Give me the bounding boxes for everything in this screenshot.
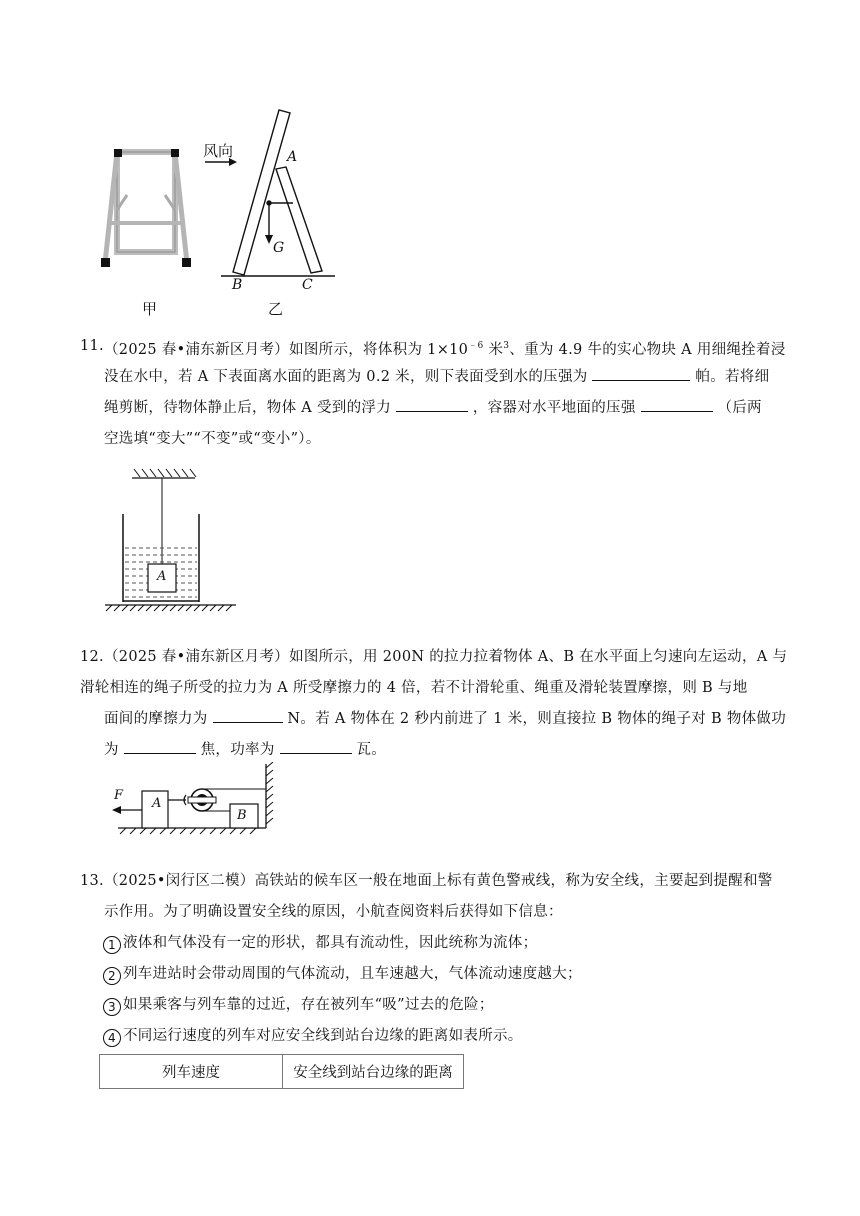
text: 列车进站时会带动周围的气体流动，且车速越大，气体流动速度越大； bbox=[123, 966, 582, 982]
table-header-row bbox=[100, 1055, 464, 1089]
wind-label: 风向 bbox=[203, 142, 234, 160]
info-item bbox=[103, 928, 537, 959]
table-header-distance: 安全线到站台边缘的距离 bbox=[283, 1055, 464, 1089]
text: 帕。若将细 bbox=[690, 369, 770, 385]
block-a-label: A bbox=[157, 569, 167, 584]
point-c-label: C bbox=[302, 277, 313, 293]
question-12-line-3 bbox=[104, 704, 786, 735]
text: ，容器对水平地面的压强 bbox=[467, 400, 641, 416]
block-b-label: B bbox=[237, 808, 247, 823]
text: 空选填“变大”“不变”或“变小”）。 bbox=[104, 431, 321, 447]
question-source: （2025•闵行区二模） bbox=[104, 873, 255, 889]
exponent: ﹣6 bbox=[468, 341, 484, 351]
answer-blank-friction[interactable] bbox=[213, 706, 283, 723]
question-11-line-4 bbox=[104, 424, 321, 455]
circled-number: 2 bbox=[103, 967, 121, 985]
answer-blank-buoyancy[interactable] bbox=[396, 395, 468, 412]
info-item bbox=[103, 990, 494, 1021]
text: 瓦。 bbox=[351, 742, 387, 758]
text: 不同运行速度的列车对应安全线到站台边缘的距离如表所示。 bbox=[123, 1028, 523, 1044]
answer-blank-power[interactable] bbox=[280, 737, 352, 754]
text: 米 bbox=[483, 341, 504, 358]
figure-label-yi: 乙 bbox=[268, 300, 284, 318]
force-diagram bbox=[205, 110, 335, 276]
info-item bbox=[103, 959, 582, 990]
question-11-line-2 bbox=[104, 362, 769, 393]
circled-number: 4 bbox=[103, 1029, 121, 1047]
circled-number: 3 bbox=[103, 998, 121, 1016]
text: 如图所示，将体积为 1×10 bbox=[289, 341, 469, 358]
text: 焦，功率为 bbox=[195, 742, 280, 758]
question-number: 12. bbox=[80, 649, 104, 665]
question-12-line-1 bbox=[104, 642, 787, 673]
figure-label-jia: 甲 bbox=[142, 300, 158, 318]
text: 液体和气体没有一定的形状，都具有流动性，因此统称为流体； bbox=[123, 935, 538, 951]
figure-11 bbox=[100, 468, 250, 613]
text: 、重为 4.9 牛的实心物块 A 用细绳拴着浸 bbox=[509, 341, 786, 358]
answer-blank-ground-pressure[interactable] bbox=[641, 395, 713, 412]
text: （后两 bbox=[712, 400, 762, 416]
force-f-label: F bbox=[114, 788, 124, 803]
answer-blank-pressure[interactable] bbox=[592, 364, 690, 381]
text: 绳剪断，待物体静止后，物体 A 受到的浮力 bbox=[104, 400, 396, 416]
table-header-speed: 列车速度 bbox=[100, 1055, 283, 1089]
question-11-line-3 bbox=[104, 393, 762, 424]
question-number: 13. bbox=[80, 873, 104, 889]
text: 没在水中，若 A 下表面离水面的距离为 0.2 米，则下表面受到水的压强为 bbox=[104, 369, 593, 385]
question-13-line-1 bbox=[104, 866, 773, 897]
question-11-line-1 bbox=[104, 331, 786, 366]
text: 示作用。为了明确设置安全线的原因，小航查阅资料后获得如下信息： bbox=[104, 904, 563, 920]
question-12-line-2 bbox=[80, 673, 748, 704]
point-a-label: A bbox=[287, 149, 298, 165]
text: 高铁站的候车区一般在地面上标有黄色警戒线，称为安全线，主要起到提醒和警 bbox=[254, 873, 773, 889]
text: 如图所示，用 200N 的拉力拉着物体 A、B 在水平面上匀速向左运动，A 与 bbox=[289, 649, 788, 665]
question-13-line-2 bbox=[104, 897, 563, 928]
easel-photo bbox=[101, 149, 191, 267]
point-g-label: G bbox=[273, 240, 285, 256]
text: 滑轮相连的绳子所受的拉力为 A 所受摩擦力的 4 倍，若不计滑轮重、绳重及滑轮装置摩擦，则 B 与地 bbox=[80, 680, 748, 696]
safety-line-table bbox=[99, 1054, 464, 1089]
question-source: （2025 春•浦东新区月考） bbox=[104, 649, 290, 665]
text: 如果乘客与列车靠的过近，存在被列车“吸”过去的危险； bbox=[123, 997, 494, 1013]
text: 为 bbox=[104, 742, 124, 758]
text: 面间的摩擦力为 bbox=[104, 711, 213, 727]
question-source: （2025 春•浦东新区月考） bbox=[104, 341, 290, 358]
point-b-label: B bbox=[232, 277, 243, 293]
text: N。若 A 物体在 2 秒内前进了 1 米，则直接拉 B 物体的绳子对 B 物体做功 bbox=[282, 711, 787, 727]
figure-12 bbox=[108, 762, 288, 842]
circled-number: 1 bbox=[103, 936, 121, 954]
question-number: 11. bbox=[80, 338, 104, 354]
info-item bbox=[103, 1021, 523, 1052]
answer-blank-work[interactable] bbox=[124, 737, 196, 754]
exponent: 3 bbox=[503, 341, 510, 351]
block-a-label: A bbox=[152, 796, 162, 811]
